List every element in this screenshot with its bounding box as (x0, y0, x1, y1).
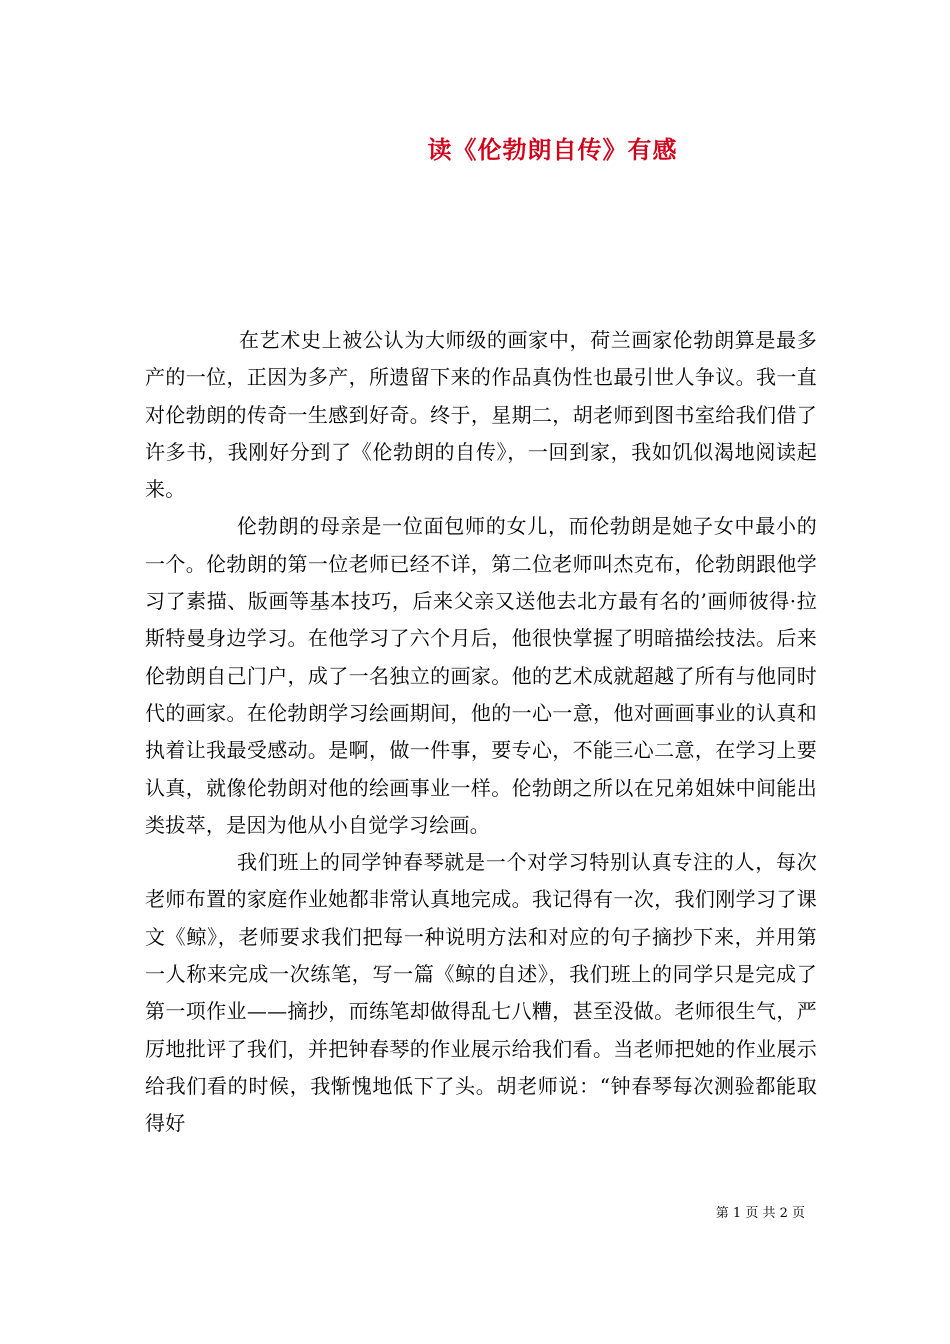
page-number-footer: 第 1 页 共 2 页 (715, 1206, 805, 1221)
paragraph-3: 我们班上的同学钟春琴就是一个对学习特别认真专注的人，每次老师布置的家庭作业她都非常认真地完成。我记得有一次，我们刚学习了课文《鲸》，老师要求我们把每一种说明方法和对应的句子摘抄下来，并用第一人称来完成一次练笔，写一篇《鲸的自述》，我们班上的同学只是完成了第一项作业——摘抄，而练笔却做得乱七八糟，甚至没做。老师很生气，严厉地批评了我们，并把钟春琴的作业展示给我们看。当老师把她的作业展示给我们看的时候，我惭愧地低下了头。胡老师说：“钟春琴每次测验都能取得好 (145, 850, 817, 1136)
document-title: 读《伦勃朗自传》有感 (427, 136, 678, 164)
document-body (145, 322, 817, 1143)
paragraph-2: 伦勃朗的母亲是一位面包师的女儿，而伦勃朗是她子女中最小的一个。伦勃朗的第一位老师已经不详，第二位老师叫杰克布，伦勃朗跟他学习了素描、版画等基本技巧，后来父亲又送他去北方最有名的’画师彼得·拉斯特曼身边学习。在他学习了六个月后，他很快掌握了明暗描绘技法。后来伦勃朗自己门户，成了一名独立的画家。他的艺术成就超越了所有与他同时代的画家。在伦勃朗学习绘画期间，他的一心一意，他对画画事业的认真和执着让我最受感动。是啊，做一件事，要专心，不能三心二意，在学习上要认真，就像伦勃朗对他的绘画事业一样。伦勃朗之所以在兄弟姐妹中间能出类拔萃，是因为他从小自觉学习绘画。 (145, 514, 817, 837)
paragraph-1: 在艺术史上被公认为大师级的画家中，荷兰画家伦勃朗算是最多产的一位，正因为多产，所遗留下来的作品真伪性也最引世人争议。我一直对伦勃朗的传奇一生感到好奇。终于，星期二，胡老师到图书室给我们借了许多书，我刚好分到了《伦勃朗的自传》，一回到家，我如饥似渴地阅读起来。 (145, 328, 817, 502)
